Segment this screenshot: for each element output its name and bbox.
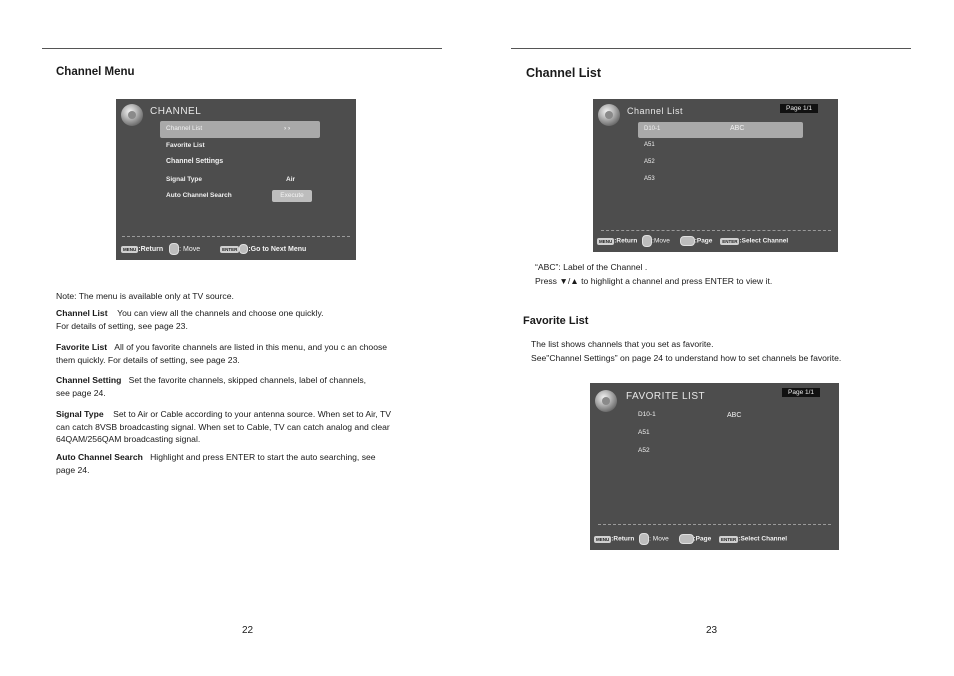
desc-2: page 24.: [56, 464, 90, 475]
select-channel-label: :Select Channel: [738, 535, 788, 543]
left-top-rule: [42, 48, 442, 49]
screen-footer: [597, 235, 788, 247]
menu-item-signal-type[interactable]: Signal Type: [166, 176, 202, 183]
tv-source-note: Note: The menu is available only at TV source.: [56, 291, 234, 301]
screen-title: CHANNEL: [150, 106, 202, 117]
return-label: :Return: [611, 535, 635, 543]
tv-logo-icon: [595, 390, 617, 412]
channel-list-heading: Channel List: [526, 66, 602, 80]
tv-logo-icon: [121, 104, 143, 126]
next-menu-label: :Go to Next Menu: [248, 245, 307, 253]
desc: You can view all the channels and choose one quickly.: [117, 308, 324, 318]
menu-item-channel-settings[interactable]: Channel Settings: [166, 158, 224, 165]
screen-footer: [594, 533, 787, 545]
page-badge: Page 1/1: [780, 104, 818, 113]
move-label: :Move: [652, 237, 670, 245]
favorite-row-d10-1[interactable]: D10-1: [638, 411, 656, 418]
favorite-list-screen: [590, 383, 839, 550]
updown-pad-icon: [639, 533, 649, 545]
move-label: : Move: [649, 535, 669, 543]
favorite-list-text-1: The list shows channels that you set as favorite.: [531, 339, 714, 349]
menu-key-icon: MENU: [123, 246, 137, 252]
section-signal-type: [56, 408, 446, 446]
menu-item-auto-channel-search[interactable]: Auto Channel Search: [166, 192, 232, 199]
favorite-row-a51[interactable]: A51: [638, 429, 650, 436]
channel-menu-heading: Channel Menu: [56, 66, 135, 78]
abc-label-note: “ABC”: Label of the Channel .: [535, 262, 648, 272]
menu-item-favorite-list[interactable]: Favorite List: [166, 142, 205, 149]
enter-key-icon: ENTER: [222, 246, 238, 252]
channel-list-arrows: › ›: [284, 125, 291, 132]
signal-type-value: Air: [286, 176, 296, 183]
menu-item-channel-list[interactable]: Channel List: [166, 125, 203, 132]
highlight-bar: [638, 122, 803, 138]
page-badge: Page 1/1: [782, 388, 820, 397]
desc-3: 64QAM/256QAM broadcasting signal.: [56, 434, 201, 444]
term: Channel Setting: [56, 375, 122, 385]
footer-divider: [601, 230, 831, 231]
updown-pad-icon: [169, 243, 179, 255]
execute-button[interactable]: Execute: [272, 190, 312, 202]
term: Auto Channel Search: [56, 452, 143, 462]
desc-2: For details of setting, see page 23.: [56, 320, 188, 331]
page-label: :Page: [694, 237, 713, 245]
tv-logo-icon: [598, 104, 620, 126]
term: Channel List: [56, 308, 108, 318]
screen-footer: [121, 243, 306, 255]
move-label: : Move: [179, 245, 201, 253]
screen-title: FAVORITE LIST: [626, 391, 706, 402]
page-number-left: 22: [242, 625, 254, 636]
desc-2: them quickly. For details of setting, see page 23.: [56, 354, 240, 365]
channel-row-a53[interactable]: A53: [644, 176, 655, 182]
favorite-label-abc: ABC: [727, 412, 742, 419]
desc: Highlight and press ENTER to start the auto searching, see: [150, 452, 376, 462]
channel-row-d10-1[interactable]: D10-1: [644, 126, 661, 132]
footer-divider: [598, 524, 831, 525]
page-label: :Page: [693, 535, 712, 543]
leftright-pad-icon: [680, 236, 695, 246]
channel-label-abc: ABC: [730, 125, 745, 132]
enter-key-icon: ENTER: [721, 536, 737, 542]
term: Favorite List: [56, 342, 108, 352]
updown-pad-icon: [642, 235, 652, 247]
favorite-list-heading: Favorite List: [523, 315, 589, 327]
menu-key-icon: MENU: [596, 536, 610, 542]
favorite-list-text-2: See"Channel Settings” on page 24 to understand how to set channels be favorite.: [531, 353, 842, 363]
section-channel-setting: [56, 374, 446, 399]
section-channel-list: [56, 307, 446, 332]
desc: Set the favorite channels, skipped channels, label of channels,: [128, 375, 367, 385]
desc-2: see page 24.: [56, 387, 106, 398]
term: Signal Type: [56, 409, 104, 419]
section-favorite-list: [56, 341, 446, 366]
channel-row-a51[interactable]: A51: [644, 142, 655, 148]
channel-menu-screen: [116, 99, 356, 260]
page-number-right: 23: [706, 625, 718, 636]
screen-title: Channel List: [627, 106, 684, 116]
press-instruction: Press ▼/▲ to highlight a channel and press ENTER to view it.: [535, 276, 773, 286]
right-top-rule: [511, 48, 911, 49]
return-label: :Return: [614, 237, 638, 245]
return-label: :Return: [138, 245, 164, 253]
right-pad-icon: [239, 244, 248, 254]
favorite-row-a52[interactable]: A52: [638, 447, 650, 454]
section-auto-channel-search: [56, 451, 446, 476]
channel-row-a52[interactable]: A52: [644, 159, 655, 165]
enter-key-icon: ENTER: [722, 238, 738, 244]
leftright-pad-icon: [679, 534, 694, 544]
channel-list-screen: [593, 99, 838, 252]
footer-divider: [122, 236, 350, 237]
menu-key-icon: MENU: [599, 238, 613, 244]
desc: Set to Air or Cable according to your antenna source. When set to Air, TV: [113, 409, 392, 419]
select-channel-label: :Select Channel: [739, 237, 789, 245]
desc: All of you favorite channels are listed in this menu, and you c an choose: [114, 342, 388, 352]
desc-2: can catch 8VSB broadcasting signal. When set to Cable, TV can catch analog and clear: [56, 421, 390, 432]
